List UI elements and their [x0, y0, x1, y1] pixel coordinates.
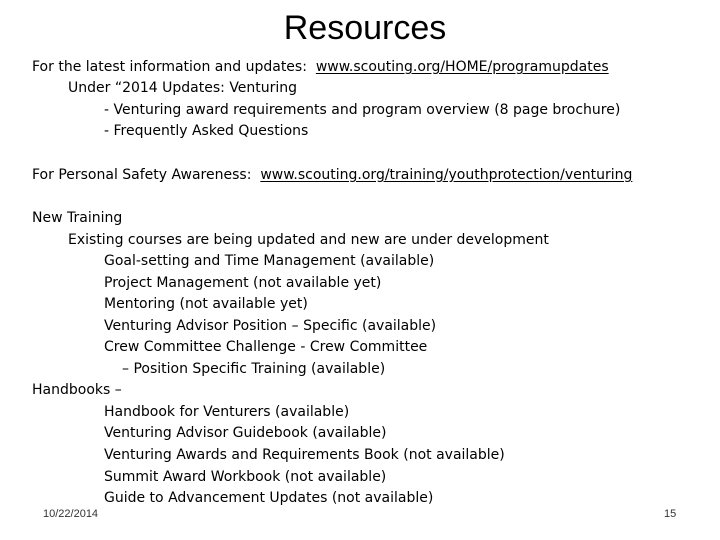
training-course: Crew Committee Challenge - Crew Committee: [104, 339, 428, 355]
handbook-item: Venturing Awards and Requirements Book (not available): [104, 447, 505, 463]
safety-label: For Personal Safety Awareness:: [32, 167, 252, 183]
handbook-item: Handbook for Venturers (available): [104, 404, 350, 420]
latest-info-label: For the latest information and updates:: [32, 59, 307, 75]
youth-protection-link[interactable]: www.scouting.org/training/youthprotection/venturing: [260, 167, 633, 183]
safety-line: [32, 166, 632, 184]
training-course: Project Management (not available yet): [104, 275, 382, 291]
latest-info-line: [32, 58, 609, 76]
handbooks-heading: Handbooks –: [32, 382, 122, 398]
training-course: Goal-setting and Time Management (available): [104, 253, 435, 269]
slide-page-number: 15: [664, 508, 677, 520]
updates-item: - Frequently Asked Questions: [104, 123, 309, 139]
training-intro: Existing courses are being updated and new are under development: [68, 232, 549, 248]
slide-date: 10/22/2014: [43, 508, 99, 520]
updates-under-line: Under “2014 Updates: Venturing: [68, 80, 298, 96]
slide-title: Resources: [283, 9, 447, 47]
program-updates-link[interactable]: www.scouting.org/HOME/programupdates: [315, 59, 609, 75]
training-course-continuation: – Position Specific Training (available): [122, 361, 386, 377]
handbook-item: Venturing Advisor Guidebook (available): [104, 425, 387, 441]
updates-item: - Venturing award requirements and program overview (8 page brochure): [104, 102, 621, 118]
training-course: Venturing Advisor Position – Specific (available): [104, 318, 437, 334]
handbook-item: Summit Award Workbook (not available): [104, 469, 387, 485]
training-heading: New Training: [32, 210, 123, 226]
handbook-item: Guide to Advancement Updates (not available): [104, 490, 434, 506]
training-course: Mentoring (not available yet): [104, 296, 308, 312]
